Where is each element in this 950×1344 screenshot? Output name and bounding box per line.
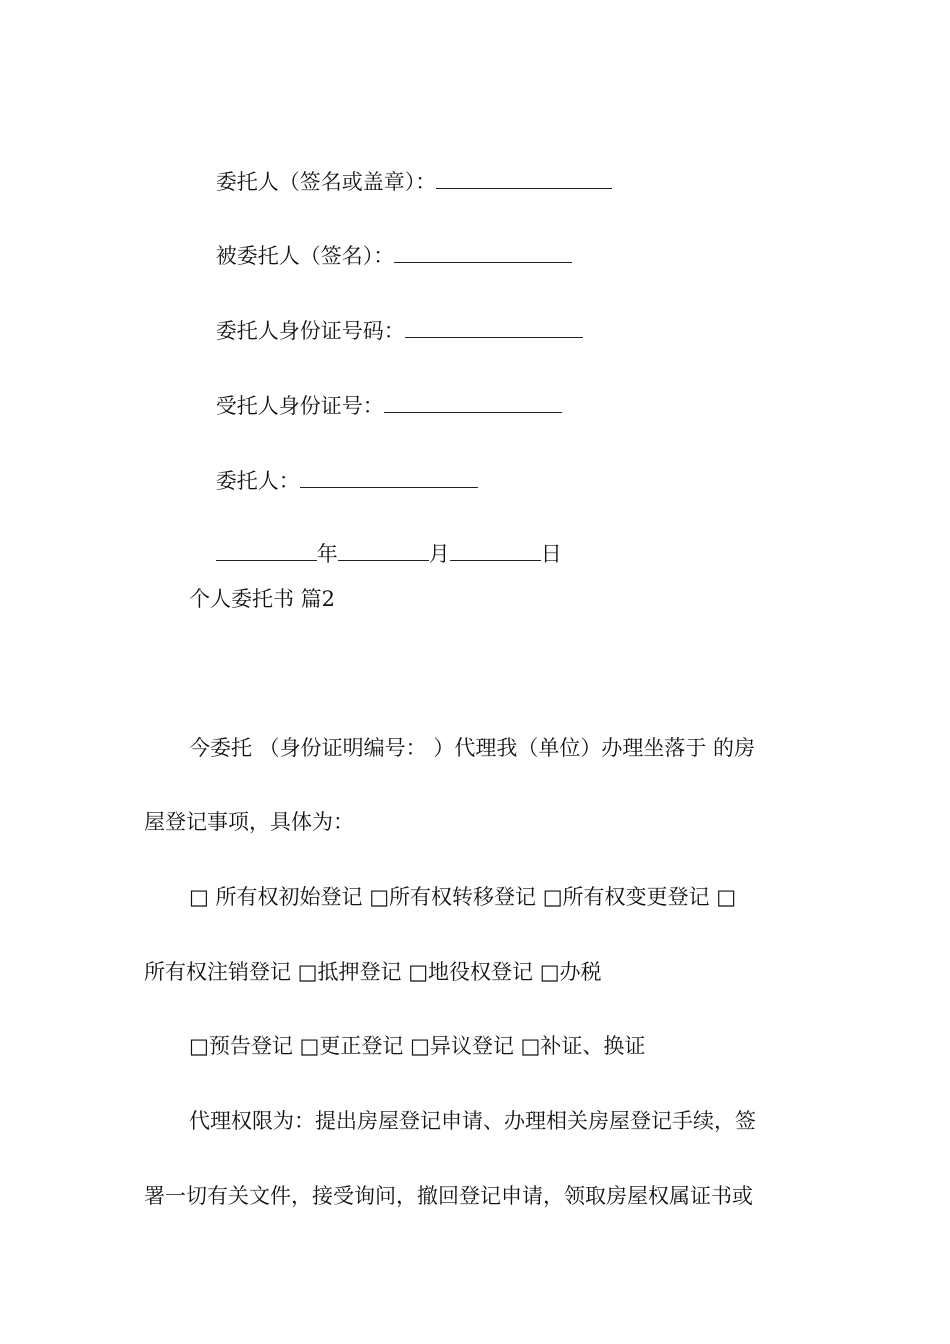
- entrusting-party-id-label: 委托人身份证号码：: [215, 319, 405, 343]
- section-heading: 个人委托书 篇2: [189, 587, 336, 611]
- day-blank[interactable]: [450, 540, 541, 561]
- entrusting-party-label: 委托人：: [215, 469, 300, 493]
- entrusted-party-signature-blank[interactable]: [394, 242, 572, 263]
- day-label: 日: [540, 542, 562, 566]
- registration-options-line-2: 所有权注销登记 □抵押登记 □地役权登记 □办税: [144, 960, 602, 984]
- registration-options-line-1: □ 所有权初始登记 □所有权转移登记 □所有权变更登记 □: [189, 885, 737, 909]
- intro-paragraph-line-1: 今委托 （身份证明编号： ）代理我（单位）办理坐落于 的房: [189, 736, 756, 760]
- entrusting-party-id-blank[interactable]: [405, 317, 583, 338]
- year-blank[interactable]: [216, 540, 317, 561]
- entrusted-party-id-label: 受托人身份证号：: [215, 394, 384, 418]
- entrusting-party-signature-label: 委托人（签名或盖章）：: [215, 170, 437, 194]
- authority-paragraph-line-1: 代理权限为：提出房屋登记申请、办理相关房屋登记手续，签: [189, 1109, 756, 1133]
- year-label: 年: [316, 542, 338, 566]
- entrusted-party-signature-label: 被委托人（签名）：: [215, 244, 395, 268]
- authority-paragraph-line-2: 署一切有关文件，接受询问，撤回登记申请，领取房屋权属证书或: [144, 1184, 753, 1208]
- registration-options-line-3: □预告登记 □更正登记 □异议登记 □补证、换证: [189, 1034, 646, 1058]
- intro-paragraph-line-2: 屋登记事项，具体为：: [144, 810, 354, 834]
- entrusting-party-signature-blank[interactable]: [436, 168, 612, 189]
- month-blank[interactable]: [338, 540, 429, 561]
- entrusting-party-blank[interactable]: [300, 467, 478, 488]
- entrusted-party-id-blank[interactable]: [384, 392, 562, 413]
- month-label: 月: [428, 542, 450, 566]
